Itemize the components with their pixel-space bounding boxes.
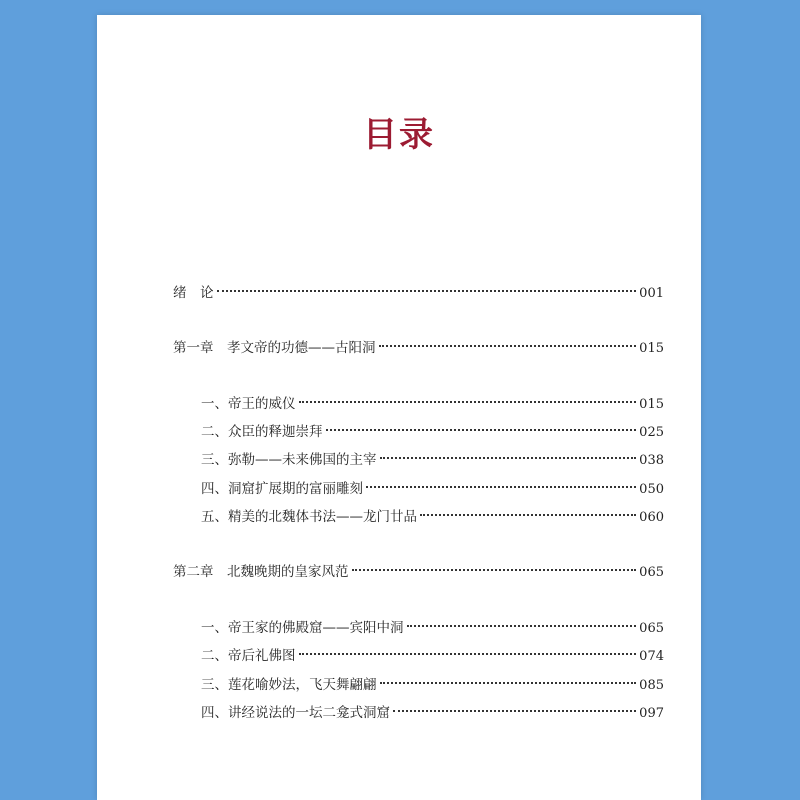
dot-leader xyxy=(217,290,637,292)
toc-entry-section-2-4[interactable] xyxy=(201,703,664,723)
toc-entry-section-1-2[interactable] xyxy=(201,422,664,442)
document-page xyxy=(97,15,701,800)
toc-entry-section-2-3[interactable] xyxy=(201,675,664,695)
toc-entry-label: 第一章 孝文帝的功德——古阳洞 xyxy=(173,340,376,356)
dot-leader xyxy=(380,682,637,684)
toc-entry-label: 五、精美的北魏体书法——龙门廿品 xyxy=(201,509,417,525)
toc-entry-label: 绪 论 xyxy=(173,285,214,301)
toc-entry-page: 060 xyxy=(639,510,664,525)
toc-entry-chapter-2[interactable] xyxy=(173,562,664,582)
dot-leader xyxy=(352,569,637,571)
dot-leader xyxy=(420,514,636,516)
toc-entry-label: 第二章 北魏晚期的皇家风范 xyxy=(173,564,349,580)
toc-entry-chapter-1[interactable] xyxy=(173,338,664,358)
toc-entry-section-1-5[interactable] xyxy=(201,507,664,527)
toc-entry-label: 二、众臣的释迦崇拜 xyxy=(201,424,323,440)
toc-entry-label: 四、讲经说法的一坛二龛式洞窟 xyxy=(201,705,390,721)
toc-entry-label: 一、帝王的威仪 xyxy=(201,396,296,412)
dot-leader xyxy=(299,401,637,403)
toc-entry-page: 015 xyxy=(639,341,664,356)
toc-entry-section-1-4[interactable] xyxy=(201,479,664,499)
dot-leader xyxy=(366,486,636,488)
dot-leader xyxy=(380,457,637,459)
toc-entry-label: 三、弥勒——未来佛国的主宰 xyxy=(201,452,377,468)
toc-entry-page: 038 xyxy=(639,453,664,468)
toc-entry-page: 001 xyxy=(639,286,664,301)
toc-entry-page: 085 xyxy=(639,678,664,693)
toc-entry-intro[interactable] xyxy=(173,283,664,303)
dot-leader xyxy=(393,710,636,712)
toc-entry-section-1-3[interactable] xyxy=(201,450,664,470)
dot-leader xyxy=(299,653,637,655)
toc-entry-section-1-1[interactable] xyxy=(201,394,664,414)
toc-entry-page: 074 xyxy=(639,649,664,664)
toc-entry-page: 050 xyxy=(639,482,664,497)
dot-leader xyxy=(326,429,637,431)
toc-entry-page: 025 xyxy=(639,425,664,440)
toc-entry-page: 097 xyxy=(639,706,664,721)
toc-entry-section-2-2[interactable] xyxy=(201,646,664,666)
toc-entry-page: 015 xyxy=(639,397,664,412)
toc-entry-label: 二、帝后礼佛图 xyxy=(201,648,296,664)
toc-entry-label: 四、洞窟扩展期的富丽雕刻 xyxy=(201,481,363,497)
toc-entry-label: 三、莲花喻妙法，飞天舞翩翩 xyxy=(201,677,377,693)
toc-entry-page: 065 xyxy=(639,565,664,580)
toc-entry-page: 065 xyxy=(639,621,664,636)
toc-entry-label: 一、帝王家的佛殿窟——宾阳中洞 xyxy=(201,620,404,636)
dot-leader xyxy=(407,625,637,627)
toc-entry-section-2-1[interactable] xyxy=(201,618,664,638)
toc-title: 目录 xyxy=(363,115,435,155)
dot-leader xyxy=(379,345,637,347)
